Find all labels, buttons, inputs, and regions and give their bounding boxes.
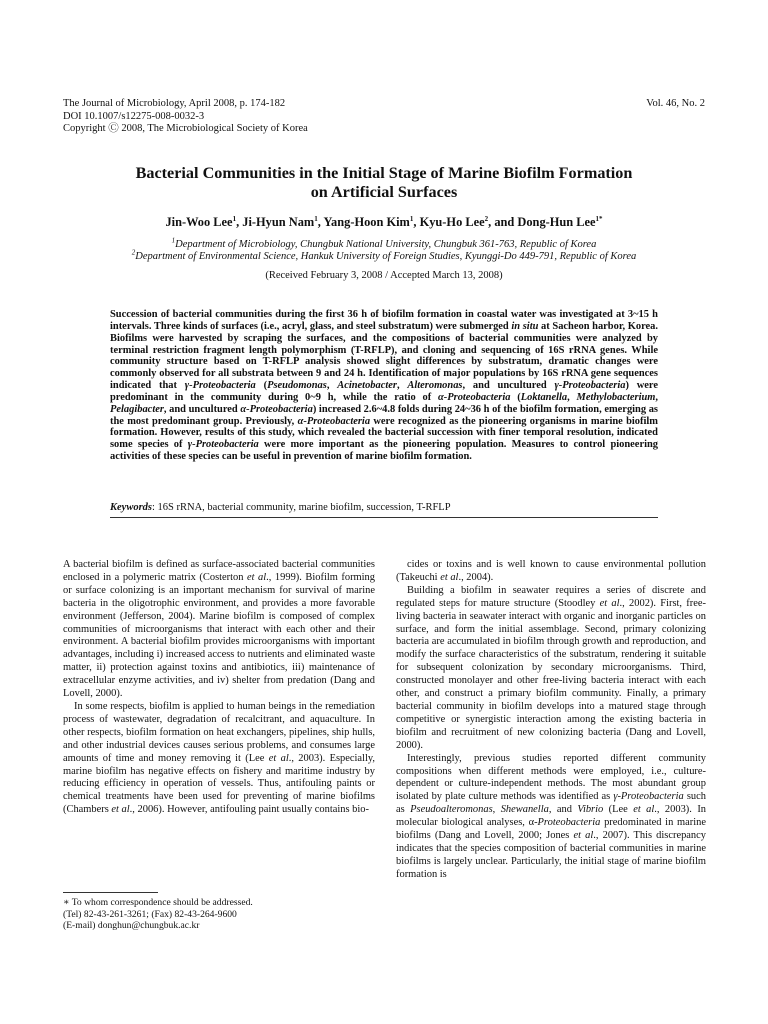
- journal-header: [63, 98, 308, 136]
- abstract-text-italic: Acinetobacter: [337, 380, 397, 392]
- affiliations: [60, 236, 708, 263]
- author-separator: ,: [236, 215, 243, 229]
- body-text-italic: Vibrio: [577, 804, 604, 816]
- body-text: A bacterial biofilm is defined as surface-associated bacterial communities enclosed in a polymeric matrix (Costerton: [63, 559, 375, 583]
- abstract-text: (: [510, 391, 521, 403]
- body-text: ., 2002). First, free-living bacteria in seawater interact with organic and inorganic particles on surface, and form the initial assemblage. Second, primary colonizing bacteria are accumulated in biofilm through growth and reproduction, and modify the surface characteristics of the substratum, rendering it suitable for subsequent colonization by secondary microorganisms. Third, constructed monolayer and other free-living bacteria interact with each other, and construct a primary biofilm community. Finally, a primary bacterial community in biofilm develops into a matured stage through competitive or synergistic interaction among the existing bacteria in biofilm and recruitment of new colonizing bacteria (Dang and Lovell, 2000).: [396, 597, 706, 751]
- abstract-text: Succession of bacterial communities during the first 36 h of biofilm formation in coastal water was investigated at 3~15 h intervals. Three kinds of surfaces (i.e., acryl, glass, and steel substratum) were submerged: [110, 309, 658, 332]
- paper-title: [60, 164, 708, 202]
- abstract-text-italic: in situ: [511, 320, 539, 332]
- title-line-1: Bacterial Communities in the Initial Stage of Marine Biofilm Formation: [135, 164, 633, 182]
- body-text-italic: et al: [633, 804, 655, 816]
- body-text: ., 2003). Especially, marine biofilm has negative effects on fishery and maritime industry by reducing efficiency in operation of vessels. Thus, antifouling paints or chemical treatments have been used for preventing of marine biofilms (Chambers: [63, 752, 375, 816]
- footnote-correspondence: ∗ To whom correspondence should be addressed.: [63, 897, 253, 908]
- author-name: Ji-Hyun Nam: [242, 215, 315, 229]
- author-list: [60, 215, 708, 230]
- body-text: ., 2003). In molecular biological analyses, α-: [396, 804, 707, 829]
- body-text-italic: γ-Proteobacteria: [613, 791, 684, 803]
- author-affiliation-mark: 1*: [595, 214, 603, 223]
- body-text-italic: et al: [268, 752, 289, 764]
- footnote-email: (E-mail) donghun@chungbuk.ac.kr: [63, 920, 200, 932]
- body-text: Building a biofilm in seawater requires a series of discrete and regulated steps for mature structure (Stoodley: [396, 584, 706, 609]
- abstract-text-italic: Loktanella: [520, 391, 568, 403]
- body-text: cides or toxins and is well known to cause environmental pollution (Takeuchi: [396, 559, 706, 583]
- abstract-text: were more important as the pioneering population. Measures to control pioneering activities of these species can be useful in prevention of marine biofilm formation.: [110, 439, 658, 463]
- abstract-text: at Sacheon harbor, Korea. Biofilms were harvested by scraping the surfaces, and the compositions of bacterial communities were analyzed by terminal restriction fragment length polymorphism (T-RFLP), and cloning and sequencing of 16S rRNA genes. While community structure based on T-RFLP analysis showed slight differences by substratum, dramatic changes were commonly observed for all substrata between 9 and 24 h. Identification of major populations by 16S rRNA gene sequences indicated that: [110, 320, 658, 392]
- affiliation-mark: 1: [171, 236, 176, 245]
- abstract-text: ,: [326, 380, 338, 392]
- keywords-label: Keywords: [110, 502, 152, 513]
- author-affiliation-mark: 1: [232, 214, 237, 223]
- abstract-text-italic: Pelagibacter: [110, 403, 164, 415]
- body-text: ., 1999). Biofilm forming or surface colonizing is an important mechanism for survival of marine bacteria in the oligotrophic environment, and provides a more favorable environment (Jefferson, 2004). Marine biofilm is composed of complex communities of microorganisms that interact with each other and their environment. A bacterial biofilm provides microorganisms with important advantages, including i) increased access to nutrients and eliminated waste matter, ii) protection against toxins and antibiotics, iii) maintenance of extracellular enzyme activities, and iv) shelter from predation (Dang and Lovell, 2000).: [63, 571, 375, 700]
- abstract-text-italic: α-Proteobacteria: [438, 391, 511, 403]
- affiliation-text: Department of Environmental Science, Hankuk University of Foreign Studies, Kyunggi-Do 449-791, Republic of Korea: [135, 251, 637, 262]
- author-separator: ,: [317, 215, 324, 229]
- keywords-text: : 16S rRNA, bacterial community, marine biofilm, succession, T-RFLP: [152, 502, 451, 513]
- body-column-left: [63, 559, 375, 817]
- abstract-text-italic: Alteromonas: [407, 380, 463, 392]
- body-paragraph: [396, 753, 706, 882]
- body-text-italic: Pseudoalteromonas: [410, 804, 493, 816]
- affiliation-mark: 2: [131, 248, 136, 257]
- title-line-2: on Artificial Surfaces: [310, 183, 458, 201]
- author-name: Jin-Woo Lee: [165, 215, 233, 229]
- affiliation-line: [60, 236, 708, 251]
- affiliation-text: Department of Microbiology, Chungbuk National University, Chungbuk 361-763, Republic of Korea: [175, 239, 597, 250]
- author-affiliation-mark: 1: [409, 214, 414, 223]
- body-paragraph: [396, 559, 706, 585]
- author-separator: , and: [488, 215, 518, 229]
- author-name: Dong-Hun Lee: [517, 215, 596, 229]
- author-affiliation-mark: 1: [314, 214, 318, 223]
- abstract-text-italic: Methylobacterium: [576, 391, 656, 403]
- abstract-text: (: [255, 380, 268, 392]
- footnote: [63, 897, 253, 932]
- abstract-text-italic: γ-Proteobacteria: [184, 380, 256, 392]
- author-name: Yang-Hoon Kim: [323, 215, 410, 229]
- body-text: , and: [548, 804, 578, 816]
- author-name: Kyu-Ho Lee: [419, 215, 485, 229]
- abstract-text-italic: γ-Proteobacteria: [187, 439, 259, 451]
- body-text: ., 2007). This discrepancy indicates that the species composition of bacterial communities in marine biofilms is largely unclear. Particularly, the initial stage of marine biofilm formation is: [396, 830, 707, 880]
- abstract-text: ,: [567, 391, 577, 403]
- abstract-text-italic: α-Proteobacteria: [297, 415, 371, 427]
- keywords-divider: [110, 517, 658, 518]
- abstract-text-italic: Pseudomonas: [267, 380, 327, 392]
- body-text: ., 2004).: [458, 571, 494, 583]
- doi: DOI 10.1007/s12275-008-0032-3: [63, 110, 205, 122]
- body-text: Interestingly, previous studies reported different community compositions when different methods were employed, i.e., culture-dependent or culture-independent methods. The most abundant group isolated by plate culture methods was identified as: [396, 752, 706, 803]
- abstract-text: ,: [396, 380, 408, 392]
- body-text: predominated in marine biofilms (Dang and Lovell, 2000; Jones: [396, 817, 706, 842]
- body-text-italic: Shewanella: [500, 804, 549, 816]
- body-paragraph: [63, 701, 375, 817]
- body-paragraph: [63, 559, 375, 701]
- body-text-italic: et al: [599, 597, 620, 609]
- body-text-italic: et al: [111, 804, 130, 816]
- volume-number: Vol. 46, No. 2: [646, 98, 705, 109]
- body-text: such as: [396, 791, 706, 816]
- body-text: ., 2006). However, antifouling paint usually contains bio-: [129, 804, 369, 816]
- body-text-italic: et al: [440, 571, 459, 583]
- received-dates: (Received February 3, 2008 / Accepted March 13, 2008): [265, 270, 503, 281]
- abstract-text: ) increased 2.6~4.8 folds during 24~36 h of the biofilm formation, emerging as the most predominant group. Previously,: [110, 403, 658, 427]
- body-text: ,: [492, 804, 501, 816]
- keywords: [110, 502, 658, 513]
- abstract-text: , and uncultured: [462, 380, 555, 392]
- footnote-divider: [63, 892, 158, 893]
- author-separator: ,: [413, 215, 420, 229]
- body-paragraph: [396, 585, 706, 753]
- affiliation-line: [60, 248, 708, 263]
- abstract-text: were recognized as the pioneering organisms in marine biofilm formation. However, results of this study, which revealed the bacterial succession with finer temporal resolution, indicated some species of: [110, 415, 658, 451]
- footnote-phone: (Tel) 82-43-261-3261; (Fax) 82-43-264-9600: [63, 908, 237, 920]
- abstract: [110, 309, 658, 463]
- body-text-italic: et al: [573, 830, 594, 842]
- body-column-right: [396, 559, 706, 882]
- journal-citation: The Journal of Microbiology, April 2008, p. 174-182: [63, 98, 286, 109]
- abstract-text: , and uncultured: [163, 403, 241, 415]
- body-text: (Lee: [603, 804, 634, 816]
- abstract-text-italic: γ-Proteobacteria: [554, 380, 626, 392]
- abstract-text: ,: [655, 391, 659, 403]
- abstract-text: ) were predominant in the community during 0~9 h, while the ratio of: [110, 380, 659, 403]
- abstract-text-italic: α-Proteobacteria: [240, 403, 313, 415]
- body-text: In some respects, biofilm is applied to human beings in the remediation process of wastewater, degradation of recalcitrant, and aquaculture. In other respects, biofilm formation on heat exchangers, pipelines, ship hulls, and other industrial devices causes serious problems, and consumes large amounts of time and money removing it (Lee: [63, 700, 375, 764]
- copyright: Copyright Ⓒ 2008, The Microbiological Society of Korea: [63, 123, 308, 135]
- author-affiliation-mark: 2: [484, 214, 489, 223]
- body-text-italic: et al: [247, 571, 267, 583]
- body-text-italic: Proteobacteria: [537, 817, 601, 829]
